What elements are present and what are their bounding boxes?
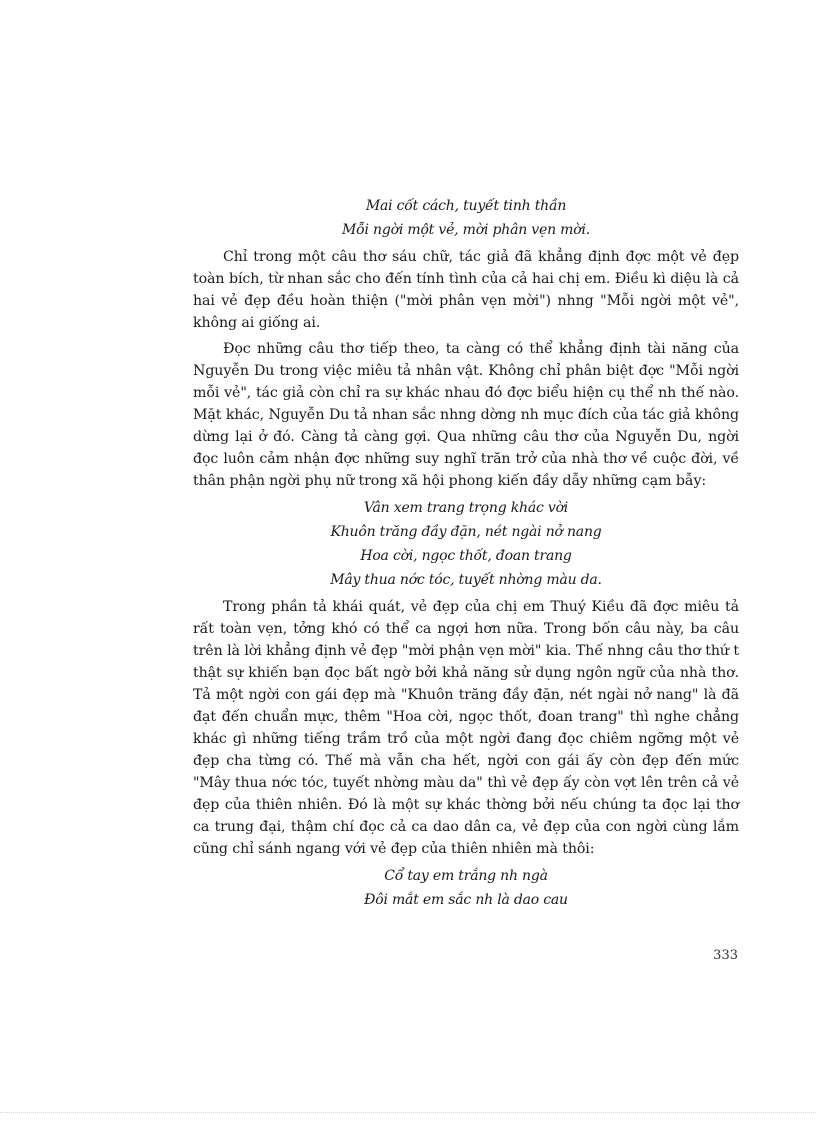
paragraph: Chỉ trong một câu thơ sáu chữ, tác giả đã khẳng định đợc một vẻ đẹp toàn bích, từ nhan sắc cho đến tính tình của cả hai chị em. Điều kì diệu là cả hai vẻ đẹp đều hoàn thiện ("mời phân vẹn mời") nhng "Mỗi ngời một vẻ", không ai giống ai. [193,249,739,331]
verse-line: Mỗi ngời một vẻ, mời phân vẹn mời. [342,222,590,238]
verse-block-1 [193,194,739,242]
verse-line: Hoa cời, ngọc thốt, đoan trang [360,548,572,564]
page-bottom-divider [0,1112,816,1113]
paragraph: Đọc những câu thơ tiếp theo, ta càng có thể khẳng định tài năng của Nguyễn Du trong việc miêu tả nhân vật. Không chỉ phân biệt đợc "Mỗi ngời mỗi vẻ", tác giả còn chỉ ra sự khác nhau đó đợc biểu hiện cụ thể nh thế nào. Mặt khác, Nguyễn Du tả nhan sắc nhng dờng nh mục đích của tác giả không dừng lại ở đó. Càng tả càng gợi. Qua những câu thơ của Nguyễn Du, ngời đọc luôn cảm nhận đợc những suy nghĩ trăn trở của nhà thơ về cuộc đời, về thân phận ngời phụ nữ trong xã hội phong kiến đầy dẫy những cạm bẫy: [193,341,739,489]
verse-line: Mây thua nớc tóc, tuyết nhờng màu da. [330,572,602,588]
verse-block-2 [193,496,739,592]
verse-line: Đôi mắt em sắc nh là dao cau [364,892,568,908]
verse-line: Khuôn trăng đầy đặn, nét ngài nở nang [330,524,602,540]
verse-block-3 [193,864,739,912]
verse-line: Cổ tay em trắng nh ngà [384,868,548,884]
page-number: 333 [713,948,738,963]
verse-line: Mai cốt cách, tuyết tinh thần [365,198,567,214]
verse-line: Vân xem trang trọng khác vời [363,500,569,516]
paragraph: Trong phần tả khái quát, vẻ đẹp của chị em Thuý Kiều đã đợc miêu tả rất toàn vẹn, tởng khó có thể ca ngợi hơn nữa. Trong bốn câu này, ba câu trên là lời khẳng định vẻ đẹp "mời phận vẹn mời" kia. Thế nhng câu thơ thứ t thật sự khiến bạn đọc bất ngờ bởi khả năng sử dụng ngôn ngữ của nhà thơ. Tả một ngời con gái đẹp mà "Khuôn trăng đầy đặn, nét ngài nở nang" là đã đạt đến chuẩn mực, thêm "Hoa cời, ngọc thốt, đoan trang" thì nghe chẳng khác gì những tiếng trầm trồ của một ngời đang đọc chiêm ngỡng một vẻ đẹp cha từng có. Thế mà vẫn cha hết, ngời con gái ấy còn đẹp đến mức "Mây thua nớc tóc, tuyết nhờng màu da" thì vẻ đẹp ấy còn vợt lên trên cả vẻ đẹp của thiên nhiên. Đó là một sự khác thờng bởi nếu chúng ta đọc lại thơ ca trung đại, thậm chí đọc cả ca dao dân ca, vẻ đẹp của con ngời cùng lắm cũng chỉ sánh ngang với vẻ đẹp của thiên nhiên mà thôi: [193,599,739,857]
page-content [193,194,739,916]
